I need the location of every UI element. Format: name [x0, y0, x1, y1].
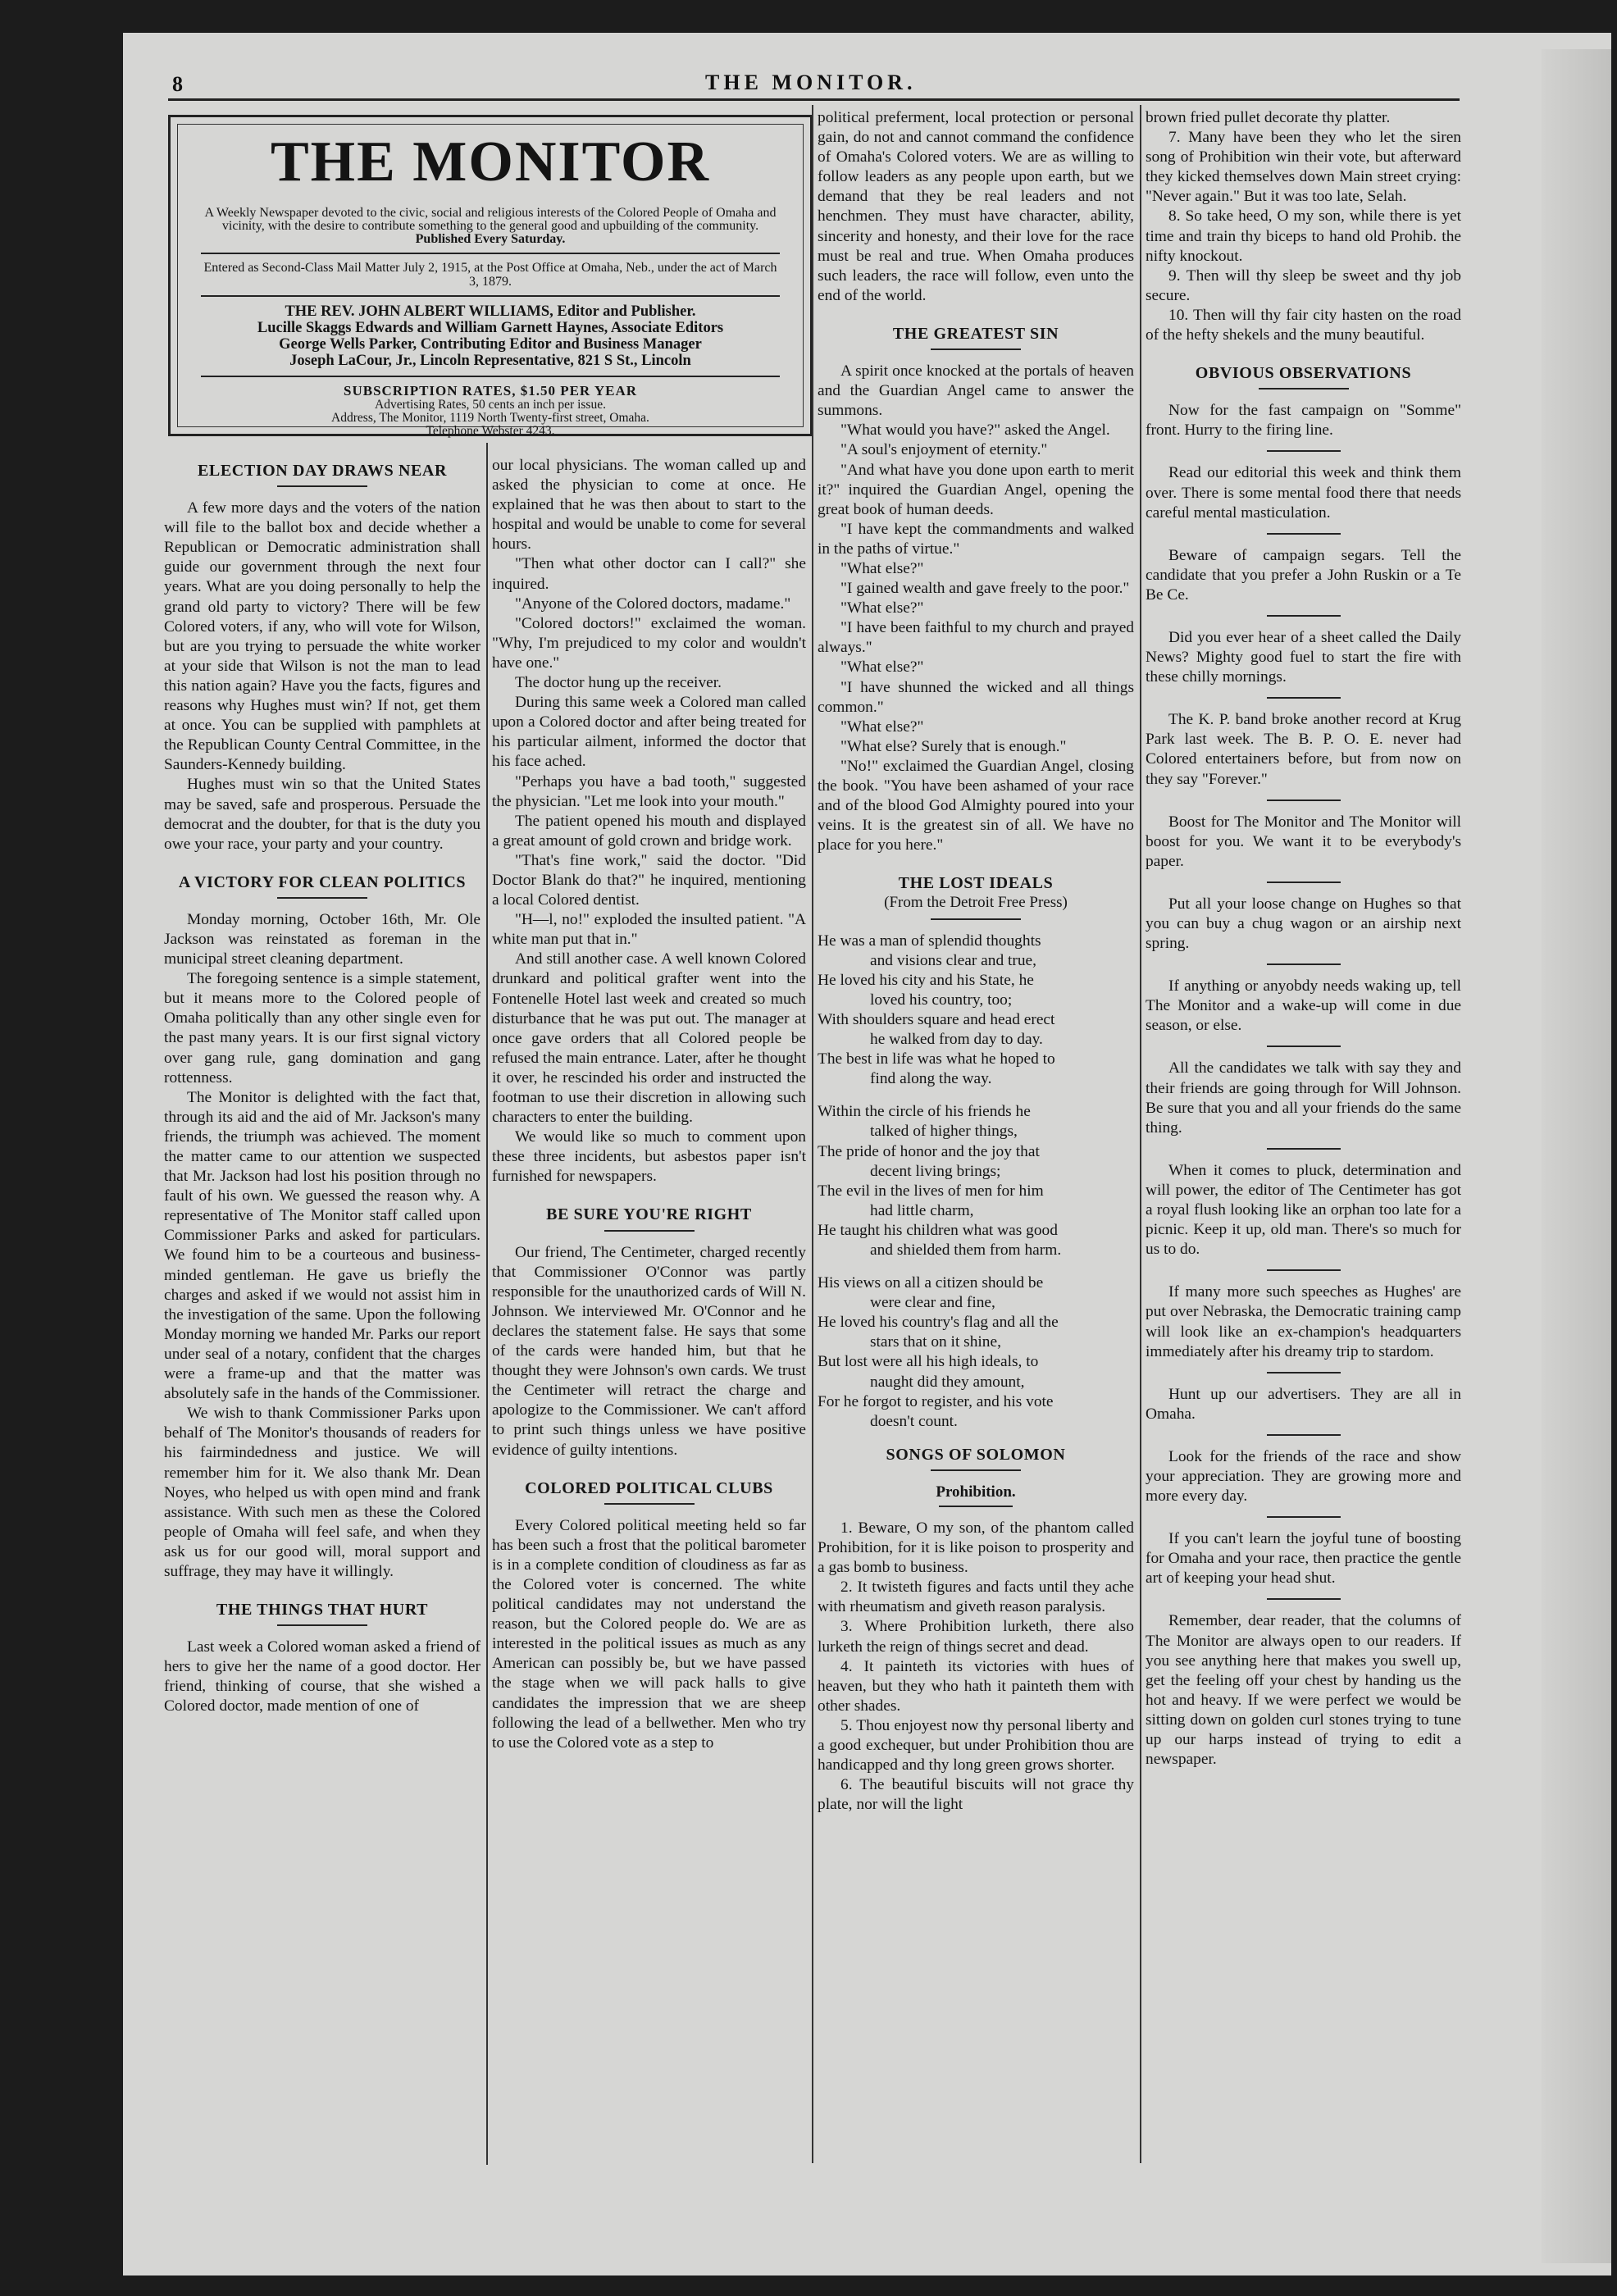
poem-line: talked of higher things, — [870, 1123, 1018, 1141]
headline-rule — [277, 1624, 367, 1626]
poem-stanza — [818, 1273, 1134, 1432]
article-paragraph: "I have kept the commandments and walked in the paths of virtue." — [818, 520, 1134, 558]
headline-clubs: COLORED POLITICAL CLUBS — [525, 1478, 773, 1497]
headline-right: BE SURE YOU'RE RIGHT — [546, 1205, 752, 1224]
page-edge-shadow — [1542, 49, 1611, 2263]
page-number: 8 — [172, 72, 183, 96]
item-rule — [1267, 450, 1341, 452]
article-paragraph: 5. Thou enjoyest now thy personal liberty and a good exchequer, but under Prohibition thou are handicapped and thy long green grows shorter. — [818, 1716, 1134, 1774]
headline-songs: SONGS OF SOLOMON — [886, 1445, 1066, 1464]
masthead-associates: Lucille Skaggs Edwards and William Garnett Haynes, Associate Editors — [257, 320, 724, 336]
item-rule — [1267, 963, 1341, 965]
masthead-title: THE MONITOR — [270, 130, 711, 194]
poem-line: doesn't count. — [870, 1412, 958, 1430]
column-divider — [1140, 105, 1141, 2163]
masthead-address: Address, The Monitor, 1119 North Twenty-first street, Omaha. — [331, 411, 649, 425]
article-paragraph: our local physicians. The woman called up and asked the physician to come at once. He explained that he was then about to start to the hospital and would be unable to come for several hours. — [492, 457, 806, 554]
headline-rule — [931, 1469, 1021, 1471]
article-paragraph: Every Colored political meeting held so far has been such a frost that the political barometer is in a complete condition of cloudiness as far as the Colored voter is concerned. The white political candidates may not understand the reason, but the Colored people do. We are as interested in the political issues as much as any American can possibly be, but we have passed the stage when we will pack halls to give candidates the impression that we are sheep following the lead of a bellwether. Men who try to use the Colored vote as a step to — [492, 1516, 806, 1752]
observation-item: Read our editorial this week and think them over. There is some mental food there that needs careful mental masticulation. — [1146, 464, 1461, 522]
article-paragraph: "And what have you done upon earth to merit it?" inquired the Guardian Angel, opening the great book of human deeds. — [818, 461, 1134, 518]
observation-item: When it comes to pluck, determination and will power, the editor of The Centimeter has got a royal flush looking like an orphan too late for a picnic. Keep it up, old man. There's so much for us to do. — [1146, 1161, 1461, 1259]
item-rule — [1267, 615, 1341, 617]
article-paragraph: The Monitor is delighted with the fact that, through its aid and the aid of Mr. Jackson's many friends, the triumph was achieved. The moment the matter came to our attention we suspected that Mr. Jackson had lost his position through no fault of his own. We guessed the reason why. A representative of The Monitor staff called upon Commissioner Parks and asked for particulars. We found him to be a courteous and business-minded gentleman. He gave us briefly the charges and asked if we would not assist him in the investigation of the same. Upon the following Monday morning we handed Mr. Parks our report under seal of a notary, confident that the charges were a frame-up and that the matter was absolutely safe in the hands of the Commissioner. — [164, 1088, 481, 1403]
article-paragraph: "Perhaps you have a bad tooth," suggested the physician. "Let me look into your mouth." — [492, 772, 806, 810]
article-paragraph: "Anyone of the Colored doctors, madame." — [515, 594, 791, 613]
poem-line: The evil in the lives of men for him — [818, 1182, 1044, 1200]
article-paragraph: "No!" exclaimed the Guardian Angel, closing the book. "You have been ashamed of your race and of the blood God Almighty poured into your veins. It is the greatest sin of all. We have no place for you here." — [818, 757, 1134, 854]
article-paragraph: 2. It twisteth figures and facts until they ache with rheumatism and giveth reason paralysis. — [818, 1578, 1134, 1616]
poem-line: had little charm, — [870, 1201, 974, 1219]
article-paragraph: "I have been faithful to my church and prayed always." — [818, 619, 1134, 657]
poem-line: He was a man of splendid thoughts — [818, 932, 1041, 950]
masthead-rule — [201, 376, 780, 377]
article-paragraph: "H—l, no!" exploded the insulted patient. "A white man put that in." — [492, 911, 806, 949]
masthead-subscription: SUBSCRIPTION RATES, $1.50 PER YEAR — [344, 383, 637, 399]
masthead-description: A Weekly Newspaper devoted to the civic, social and religious interests of the Colored People of Omaha and vicinity, with the desire to contribute something to the general good and upbuilding of the community. — [204, 206, 777, 233]
article-paragraph: "What else? Surely that is enough." — [840, 737, 1067, 755]
headline-rule — [604, 1230, 695, 1232]
headline-hurt: THE THINGS THAT HURT — [216, 1601, 429, 1620]
item-rule — [1267, 697, 1341, 699]
observation-item: If many more such speeches as Hughes' are put over Nebraska, the Democratic training camp will look like an ex-champion's headquarters immediately after his dreamy trip to stardom. — [1146, 1283, 1461, 1360]
masthead-telephone: Telephone Webster 4243. — [426, 424, 555, 438]
article-paragraph: "What else?" — [840, 658, 924, 676]
headline-ideals: THE LOST IDEALS — [898, 874, 1054, 893]
headline-rule — [931, 918, 1021, 920]
article-paragraph: During this same week a Colored man called upon a Colored doctor and after being treated for his particular ailment, informed the doctor that his face ached. — [492, 694, 806, 771]
poem-line: Within the circle of his friends he — [818, 1103, 1031, 1121]
poem-line: and visions clear and true, — [870, 951, 1036, 969]
article-paragraph: 10. Then will thy fair city hasten on the road of the hefty shekels and the muny beautiful. — [1146, 306, 1461, 344]
item-rule — [1267, 1269, 1341, 1271]
headline-observations: OBVIOUS OBSERVATIONS — [1195, 364, 1412, 383]
masthead-editor: THE REV. JOHN ALBERT WILLIAMS, Editor and Publisher. — [285, 303, 696, 320]
headline-election: ELECTION DAY DRAWS NEAR — [197, 462, 448, 480]
observation-item: Remember, dear reader, that the columns of The Monitor are always open to our readers. If you see anything here that makes you swell up, get the feeling off your chest by handing us the hot and heavy. If we were perfect we would be sitting down on golden curl stones trying to tune up our harps instead of trying to edit a newspaper. — [1146, 1612, 1461, 1769]
article-paragraph: The foregoing sentence is a simple statement, but it means more to the Colored people of Omaha politically than any other single even for the past many years. It is our first signal victory over gang rule, gang domination and gang rottenness. — [164, 970, 481, 1086]
poem-line: The pride of honor and the joy that — [818, 1142, 1040, 1160]
masthead-box — [168, 115, 813, 436]
headline-rule — [931, 348, 1021, 350]
article-paragraph: "I gained wealth and gave freely to the poor." — [840, 580, 1130, 598]
article-paragraph: The doctor hung up the receiver. — [515, 674, 722, 692]
poem-line: decent living brings; — [870, 1162, 1001, 1180]
poem-line: were clear and fine, — [870, 1294, 995, 1312]
headline-rule — [1259, 388, 1349, 390]
column-divider — [812, 105, 813, 2163]
article-paragraph: 7. Many have been they who let the siren song of Prohibition win their vote, but afterward they kicked themselves down Main street crying: "Never again." But it was too late, Selah. — [1146, 129, 1461, 206]
article-paragraph: 8. So take heed, O my son, while there is yet time and train thy biceps to hand old Prohib. the nifty knockout. — [1146, 207, 1461, 265]
headline-victory: A VICTORY FOR CLEAN POLITICS — [178, 872, 467, 891]
masthead-contributing: George Wells Parker, Contributing Editor and Business Manager — [279, 336, 702, 353]
observation-item: Beware of campaign segars. Tell the candidate that you prefer a John Ruskin or a Te Be Ce. — [1146, 546, 1461, 604]
item-rule — [1267, 1598, 1341, 1600]
article-paragraph: 6. The beautiful biscuits will not grace thy plate, nor will the light — [818, 1776, 1134, 1814]
observation-item: If anything or anyobdy needs waking up, tell The Monitor and a wake-up will come in due season, or else. — [1146, 977, 1461, 1035]
column-1 — [164, 453, 481, 1717]
poem-line: he walked from day to day. — [870, 1031, 1043, 1049]
poem-line: naught did they amount, — [870, 1373, 1025, 1391]
masthead-published: Published Every Saturday. — [415, 232, 566, 246]
running-head: THE MONITOR. — [705, 71, 917, 94]
poem-line: But lost were all his high ideals, to — [818, 1353, 1039, 1371]
item-rule — [1267, 1046, 1341, 1047]
headline-rule — [604, 1503, 695, 1505]
masthead-advertising: Advertising Rates, 50 cents an inch per issue. — [375, 398, 606, 412]
article-paragraph: Last week a Colored woman asked a friend of hers to give her the name of a good doctor. Her friend, thinking of course, that she wished a Colored doctor, made mention of one of — [164, 1638, 481, 1715]
observation-item: Look for the friends of the race and show your appreciation. They are growing more and more every day. — [1146, 1447, 1461, 1506]
article-paragraph: Monday morning, October 16th, Mr. Ole Jackson was reinstated as foreman in the municipal street cleaning department. — [164, 910, 481, 968]
poem-line: He loved his city and his State, he — [818, 971, 1034, 989]
item-rule — [1267, 882, 1341, 883]
poem-line: The best in life was what he hoped to — [818, 1050, 1055, 1068]
headline-rule — [277, 897, 367, 899]
subheading-prohibition: Prohibition. — [936, 1483, 1016, 1501]
article-paragraph: "A soul's enjoyment of eternity." — [840, 441, 1048, 459]
poem-line: For he forgot to register, and his vote — [818, 1392, 1054, 1410]
article-paragraph: "What would you have?" asked the Angel. — [840, 421, 1110, 440]
poem-line: His views on all a citizen should be — [818, 1274, 1044, 1292]
observation-item: Now for the fast campaign on "Somme" front. Hurry to the firing line. — [1146, 402, 1461, 440]
article-paragraph: "What else?" — [840, 599, 924, 617]
article-paragraph: "I have shunned the wicked and all things common." — [818, 678, 1134, 716]
masthead-rule — [201, 253, 780, 254]
article-paragraph: 9. Then will thy sleep be sweet and thy job secure. — [1146, 266, 1461, 304]
item-rule — [1267, 1372, 1341, 1374]
article-paragraph: A few more days and the voters of the nation will file to the ballot box and decide whether a Republican or Democratic administration shall guide our government through the next four years. What are you doing personally to help the grand old party to victory? There will be few Colored voters, if any, who will vote for Wilson, but are you trying to persuade the white worker at your side that Wilson is not the man to lead this nation again? Have you the facts, figures and reasons why Hughes must win? If not, get them at once. You can be supplied with pamphlets at the Republican County Central Committee, in the Saunders-Kennedy building. — [164, 499, 481, 774]
column-divider — [486, 443, 488, 2165]
article-paragraph: Our friend, The Centimeter, charged recently that Commissioner O'Connor was partly responsible for the unauthorized cards of Will N. Johnson. We interviewed Mr. O'Connor and he declares the statement false. He says that some of the cards were handed him, but that he thought they were Johnson's own cards. We trust the Centimeter will retract the charge and apologize to the Commissioner. We can't afford to print such things unless we have positive evidence of guilty intentions. — [492, 1243, 806, 1459]
masthead-entry: Entered as Second-Class Mail Matter July 2, 1915, at the Post Office at Omaha, Neb., under the act of March 3, 1879. — [203, 261, 777, 289]
observation-item: Hunt up our advertisers. They are all in Omaha. — [1146, 1385, 1461, 1423]
observation-item: Boost for The Monitor and The Monitor will boost for you. We want it to be everybody's paper. — [1146, 813, 1461, 870]
article-paragraph: We would like so much to comment upon these three incidents, but asbestos paper isn't furnished for newspapers. — [492, 1128, 806, 1186]
headline-rule — [277, 485, 367, 487]
article-paragraph: Hughes must win so that the United States may be saved, safe and prosperous. Persuade the democrat and the doubter, for that is the duty you owe your race, your party and your country. — [164, 776, 481, 853]
article-paragraph: political preferment, local protection or personal gain, do not and cannot command the confidence of Omaha's Colored voters. We are as willing to follow leaders as any people upon earth, but we demand that they be real leaders and not henchmen. They must have character, ability, sincerity and honesty, and their love for the race must be real and true. When Omaha produces such leaders, the race will follow, even unto the end of the world. — [818, 109, 1134, 304]
poem-stanza — [818, 932, 1134, 1090]
article-paragraph: 4. It painteth its victories with hues of heaven, but they who hath it painteth them with other shades. — [818, 1657, 1134, 1715]
column-2 — [492, 456, 806, 1753]
item-rule — [1267, 1148, 1341, 1150]
article-paragraph: A spirit once knocked at the portals of heaven and the Guardian Angel came to answer the summons. — [818, 362, 1134, 420]
poem-line: and shielded them from harm. — [870, 1241, 1062, 1259]
poem — [818, 932, 1134, 1432]
poem-line: loved his country, too; — [870, 991, 1013, 1009]
masthead-inner — [177, 124, 804, 438]
article-paragraph: And still another case. A well known Colored drunkard and political grafter went into the Fontenelle Hotel last week and created so much disturbance that he was put out. The manager at once gave orders that all Colored people be refused the main entrance. Later, after he thought it over, he rescinded his order and instructed the footman to use their discretion in allowing such characters to enter the building. — [492, 950, 806, 1127]
item-rule — [1267, 533, 1341, 535]
article-paragraph: "That's fine work," said the doctor. "Did Doctor Blank do that?" he inquired, mentioning a local Colored dentist. — [492, 851, 806, 909]
poem-line: With shoulders square and head erect — [818, 1010, 1055, 1028]
article-paragraph: "Colored doctors!" exclaimed the woman. "Why, I'm prejudiced to my color and wouldn't have one." — [492, 614, 806, 672]
header-rule — [168, 98, 1460, 101]
poem-stanza — [818, 1102, 1134, 1260]
article-paragraph: 1. Beware, O my son, of the phantom called Prohibition, for it is like poison to prosperity and a gas bomb to business. — [818, 1519, 1134, 1577]
item-rule — [1267, 1434, 1341, 1436]
article-paragraph: "What else?" — [840, 718, 924, 736]
observation-item: If you can't learn the joyful tune of boosting for Omaha and your race, then practice the gentle art of keeping your head shut. — [1146, 1530, 1461, 1588]
poem-line: He taught his children what was good — [818, 1221, 1058, 1239]
poem-line: He loved his country's flag and all the — [818, 1314, 1059, 1332]
column-4 — [1146, 108, 1461, 1770]
poem-line: stars that on it shine, — [870, 1333, 1001, 1351]
observation-item: All the candidates we talk with say they and their friends are going through for Will Johnson. Be sure that you and all your friends do the same thing. — [1146, 1059, 1461, 1137]
article-paragraph: We wish to thank Commissioner Parks upon behalf of The Monitor's thousands of readers for his fairmindedness and justice. We will remember him for it. We also thank Mr. Dean Noyes, who helped us with open mind and frank assistance. With such men as these the Colored people of Omaha will feel safe, and when they ask us for our good will, moral support and suffrage, they may have it willingly. — [164, 1405, 481, 1580]
masthead-rule — [201, 295, 780, 297]
observation-item: The K. P. band broke another record at Krug Park last week. The B. P. O. E. never had Colored entertainers before, but from now on they say "Forever." — [1146, 711, 1461, 788]
article-paragraph: "What else?" — [840, 559, 924, 577]
article-paragraph: 3. Where Prohibition lurketh, there also lurketh the reign of things secret and dead. — [818, 1618, 1134, 1656]
column-3 — [818, 108, 1134, 1815]
item-rule — [1267, 1516, 1341, 1518]
headline-rule — [939, 1506, 1013, 1507]
masthead-lincoln: Joseph LaCour, Jr., Lincoln Representative, 821 S St., Lincoln — [289, 353, 691, 369]
poem-line: find along the way. — [870, 1070, 992, 1088]
article-paragraph: brown fried pullet decorate thy platter. — [1146, 109, 1391, 126]
observation-item: Put all your loose change on Hughes so that you can buy a chug wagon or an airship next spring. — [1146, 895, 1461, 953]
headline-sin: THE GREATEST SIN — [892, 324, 1059, 343]
poem-source: (From the Detroit Free Press) — [884, 894, 1068, 912]
item-rule — [1267, 800, 1341, 801]
article-paragraph: The patient opened his mouth and displayed a great amount of gold crown and bridge work. — [492, 812, 806, 850]
observation-item: Did you ever hear of a sheet called the Daily News? Mighty good fuel to start the fire with these chilly mornings. — [1146, 628, 1461, 686]
article-paragraph: "Then what other doctor can I call?" she inquired. — [492, 555, 806, 593]
